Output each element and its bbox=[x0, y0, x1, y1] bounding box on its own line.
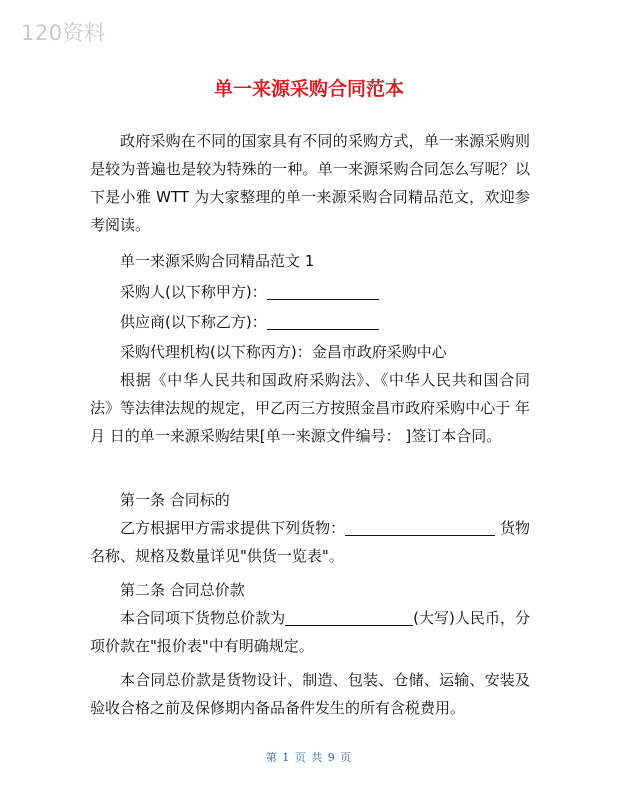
article2-paragraph-1 bbox=[90, 604, 530, 660]
document-title: 单一来源采购合同范本 bbox=[213, 78, 404, 100]
party-b-blank bbox=[267, 313, 379, 330]
party-a-blank bbox=[267, 283, 379, 300]
party-a-line bbox=[120, 282, 379, 302]
watermark: 120资料 bbox=[21, 21, 106, 45]
article2-heading: 第二条 合同总价款 bbox=[120, 581, 245, 599]
article1-blank bbox=[345, 519, 495, 536]
party-a-label: 采购人(以下称甲方)： bbox=[120, 283, 267, 301]
page-footer: 第 1 页 共 9 页 bbox=[265, 751, 353, 764]
intro-paragraph: 政府采购在不同的国家具有不同的采购方式，单一来源采购则是较为普遍也是较为特殊的一种。单一来源采购合同怎么写呢？以下是小雅 WTT 为大家整理的单一来源采购合同精品范文，欢迎参考阅读。 bbox=[90, 132, 530, 234]
party-c-line: 采购代理机构(以下称丙方)：金昌市政府采购中心 bbox=[120, 343, 447, 361]
article2-paragraph-2: 本合同总价款是货物设计、制造、包装、仓储、运输、安装及验收合格之前及保修期内备品备件发生的所有含税费用。 bbox=[90, 671, 530, 717]
party-b-line bbox=[120, 312, 379, 332]
article1-heading: 第一条 合同标的 bbox=[120, 491, 230, 509]
sample-heading: 单一来源采购合同精品范文 1 bbox=[120, 252, 315, 270]
article2-text-a: 本合同项下货物总价款为 bbox=[120, 609, 286, 627]
article1-text-b: 货物名称、规格及数量详见"供货一览表"。 bbox=[90, 519, 530, 565]
article2-text-b: (大写)人民币，分项价款在"报价表"中有明确规定。 bbox=[90, 609, 530, 655]
basis-paragraph: 根据《中华人民共和国政府采购法》、《中华人民共和国合同法》等法律法规的规定，甲乙丙三方按照金昌市政府采购中心于 年 月 日的单一来源采购结果[单一来源文件编号： ]签订本合同。 bbox=[90, 371, 530, 445]
party-b-label: 供应商(以下称乙方)： bbox=[120, 313, 267, 331]
article1-text-a: 乙方根据甲方需求提供下列货物： bbox=[120, 519, 346, 537]
article1-paragraph bbox=[90, 514, 530, 570]
article2-blank bbox=[285, 609, 413, 626]
